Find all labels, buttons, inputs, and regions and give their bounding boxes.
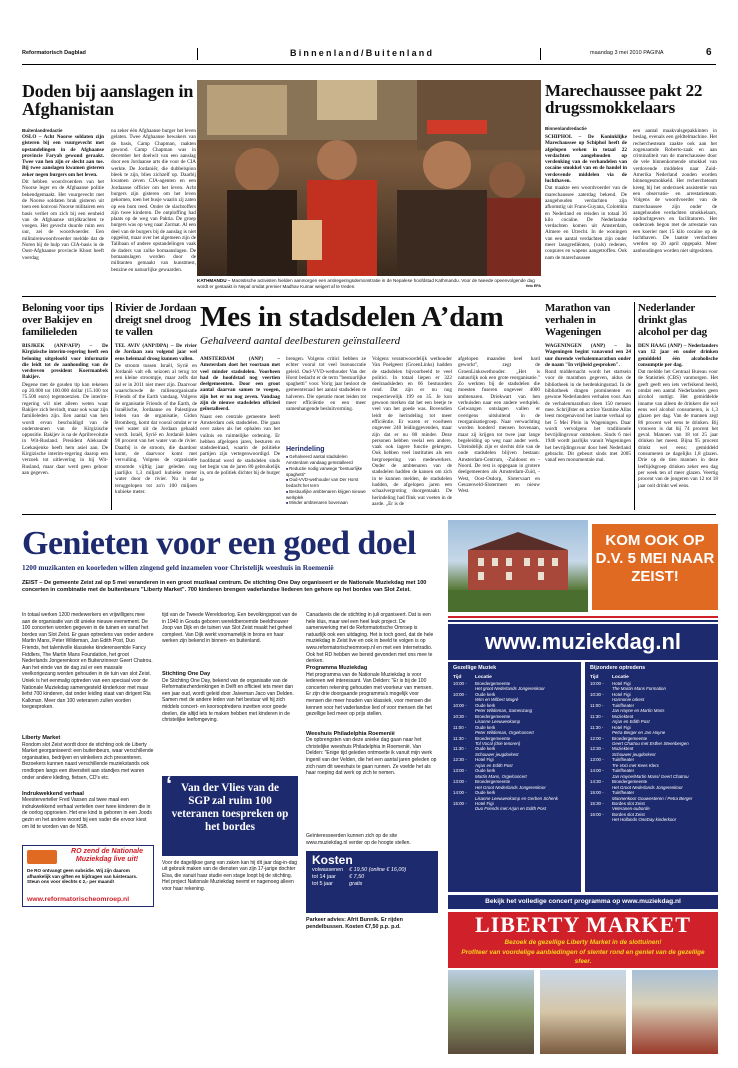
photo-caption	[197, 278, 541, 292]
herindeling-item	[286, 489, 366, 501]
marathon-lead: WAGENINGEN (ANP) – In Wageningen begint vanavond een 24 uur durende verhalenmarathon onder de naam "In vrijheid gesproken".	[545, 343, 631, 368]
quote-box	[162, 771, 298, 856]
herindeling-item-text: Reductie nodig vanwege "bestuurlijke spaghetti"	[286, 465, 363, 477]
ad-col1	[22, 612, 154, 1054]
schedule-location: Tuinfheater	[612, 757, 635, 763]
schedule-performer: Schouwer jeugdorkest	[475, 751, 519, 757]
schedule-time: 11:00 -	[453, 724, 467, 730]
mes-col1	[200, 356, 280, 508]
ad-subhead: 1200 muzikanten en koorleden willen zingend geld inzamelen voor Christelijk weeshuis in Roemenië	[22, 563, 334, 572]
herindeling-item	[286, 454, 366, 466]
mes-col3	[372, 356, 452, 508]
schedule-location: Hotel Figi	[612, 681, 631, 686]
schedule-location: Hotel Figi	[612, 691, 631, 697]
liberty-photo-1	[448, 970, 534, 1054]
herindeling-item	[286, 477, 366, 489]
photo-credit: foto EPA	[526, 283, 541, 288]
schedule-location: Oude kerk	[475, 702, 496, 708]
bakijev-article	[22, 302, 108, 514]
caption-lead: KATHMANDU –	[197, 278, 231, 283]
ad-lead: ZEIST – De gemeente Zeist zal op 5 mei veranderen in een groot muzikaal centrum. De stichting One Day organiseert er de Nationale Muziekdag met 100 concerten in combinatie met de buitenbeurs "Liberty Market". 700 kinderen brengen vaderlandse liederen ten gehore op het bordes van Slot Zeist.	[22, 580, 427, 593]
schedule-time: 16:00 -	[590, 811, 604, 817]
ad-col3-bottom: Geïnteresseerden kunnen zich op de site www.muziekdag.nl verder op de hoogte stellen.	[306, 833, 411, 846]
bullet-icon: ■	[286, 455, 290, 459]
schedule-performer: Martin Mans, Orgelconcert	[475, 773, 527, 779]
marechaussee-article	[545, 82, 717, 290]
schedule-performer: Tol Vocal (drie tenoren)	[475, 740, 521, 746]
bullet-icon: ■	[286, 466, 290, 471]
marechaussee-col1	[545, 134, 627, 290]
schedule-location: Tuinfheater	[612, 768, 635, 774]
schedule-performer: Jan Hayne en Martin Mans	[612, 708, 665, 714]
schedule-location: Broedergemeente	[612, 779, 648, 785]
masthead-rule	[22, 64, 716, 65]
schedule-row	[590, 817, 713, 822]
schedule-location: Tuinfheater	[612, 790, 635, 796]
advert	[22, 520, 718, 1056]
schedule-performer: Petra Berger en Jan Hayne	[612, 730, 666, 736]
liberty-market-banner: LIBERTY MARKET	[448, 912, 718, 938]
schedule-time: 11:30 -	[453, 746, 467, 752]
parkeer-advies: Parkeer advies: Afrit Bunnik. Er rijden pendelbussen. Kosten €7,50 p.p. p.d.	[306, 917, 403, 930]
schedule-location: Bordes slot Zeist	[612, 800, 645, 806]
schedule-location: Broedergemeente	[475, 713, 511, 719]
schedule-location: Oude kerk	[475, 691, 496, 697]
herindeling-box	[286, 446, 366, 507]
schedule-performer: Arjan en Edith Post	[475, 762, 513, 768]
marechaussee-col2	[633, 128, 717, 290]
gezellige-list	[453, 681, 576, 812]
liberty-title: Liberty Market	[22, 735, 61, 741]
kosten-row	[312, 867, 406, 874]
advert-top-rule	[22, 514, 716, 515]
bullet-icon: ■	[286, 489, 290, 494]
marathon-body: Rond middernacht wordt het startsein voor de marathon gegeven, aldus de bibliotheek in de herdenkingsstad. In de bibliotheek dragen prominenten en gewone Nederlanders verhalen voor. Aan de verhalenmarathon doen 150 mensen mee. Schrijfster en actrice Yasmine Allas leest morgenavond het laatste verhaal op het 5 Mei Plein in Wageningen. Daar wordt vervolgens het traditionele bevrijdingsvuur ontstoken. Sinds 6 mei 1946 wordt jaarlijks vanuit Wageningen het bevrijdingsvuur door heel Nederland gebracht. Dit gebeurt sinds met 2005 vanaf een monumentale mal.	[545, 369, 631, 464]
herindeling-item-text: Bestuurlijke ambtenaren krijgen nieuwe werkplek	[286, 488, 366, 501]
schedule-time: 13:00 -	[590, 757, 604, 763]
ad-right-panel	[448, 520, 718, 1056]
masthead-divider-right	[540, 48, 541, 60]
mes-col4	[458, 356, 540, 508]
col-rule-2	[634, 302, 635, 510]
gezellige-locatie-head: Locatie	[475, 675, 492, 680]
bakijev-lead: BISJKEK (ANP/AFP) – De Kirgizische interim-regering heeft een beloning uitgeloofd voor informatie die leidt tot de aanhouding van de verdreven president Koermanbek Bakijev.	[22, 343, 108, 381]
bekijk-link[interactable]: Bekijk het volledige concert programma op www.muziekdag.nl	[448, 895, 718, 909]
schedule-performer: Jan Hayne/Martin Mans/ Geert Chatrou	[612, 773, 689, 779]
schedule-gezellige	[448, 662, 581, 892]
schedule-performer: Schouwer jeugdorkest	[612, 751, 656, 757]
schedule-time: 14:00 -	[590, 768, 604, 774]
mes-col2-text: brengen. Volgens critici hebben ze echter vooral tot veel bureaucratie geleid. Oud-VVD-wethouder Van der Horst bedacht er de term "bestuurlijke spaghetti" voor. Vorig jaar besloot de gemeenteraad het aantal stadsdelen te halveren. Die operatie moet leiden tot meer efficiëntie en een meer samenhangende besluitvorming.	[286, 356, 366, 413]
kosten-label: tot 5 jaar	[312, 881, 333, 888]
mes-headline: Mes in stadsdelen A’dam	[200, 301, 504, 333]
prog-text: Het programma van de Nationale Muziekdag is voor iedereen wel interessant. Van Delden: "Er is bij de 100 concerten rekening gehouden met voorkeur van mensen. Er zijn drie doorgaande programma's mogelijk voor mensen die meer houden van klassiek, voor mensen die kennen voor het vaderlandse lied of voor mensen die het gezellige lied meer op prijs stellen.	[306, 671, 433, 718]
gezellige-title: Gezellige Muziek	[453, 665, 497, 671]
schedule-performer: The Martin Mans Formation	[612, 686, 666, 692]
slot-zeist-photo	[448, 520, 588, 612]
schedule-time: 12:30 -	[453, 757, 467, 763]
bijzondere-list	[590, 681, 713, 823]
bakijev-body: Degene met de gouden tip kan rekenen op 20.000 tot 100.000 dollar (15.100 tot 75.500 euro) tegemoetzien. De interim-regering wil niet alleen weten waar Bakijev zich bevindt, maar ook waar zijn familieleden zijn. Een aantal van hen wordt ervan beschuldigd van de ondersteunen van de Kirgizische oppositie. Bakijev is na de Aprilrevolutie in Wit-Rusland. President Aleksandr Loekasjenko heeft hem asiel aan. De Kirgizische interim-regering daarop een verzoek tot uitlevering in bij Wit-Rusland, maar daar werd geen gehoor aan gegeven.	[22, 381, 108, 476]
protest-illustration	[197, 80, 541, 276]
schedule-performer: Peter Wildeman, Samenzang	[475, 708, 533, 714]
schedule-time: 15:00 -	[590, 790, 604, 796]
schedule-performer: Arjan en Edith Post	[612, 719, 650, 725]
herindeling-item	[286, 466, 366, 478]
mes-col4-text: afgelopen maanden heel hard geworkt", zegt de GroenLinkswethouder. „Het is natuurlijk ook een grote reorganisatie." Zo werkten bij de stadsdelen die moesten fuseren ongeveer 4000 ambtenaren. Driekwart van hen verhuisden naar een andere werkplek. Gelwangen ontslagen vallen er overigens uitsluitend in de reorganisatiegroep. Naar verwachting worden honderd mensen bovenaan, maar zij krijgen tot twee jaar lange begeleiding op weg naar ander werk. Uiteindelijk zijn er slechts drie van de oude stadsdelen blijven bestaan: Amsterdam-Centrum, -Zuidoost en -Noord. De rest is opgegaan in grotere deelgemeenten als Amsterdam-Zuid, -West, Oost-Osdorp, Slotervaart en Geuzenveld-Slotermeer en nieuw West.	[458, 356, 540, 495]
kosten-title: Kosten	[312, 853, 353, 868]
masthead-divider-left	[197, 48, 198, 60]
mes-col3-text: Volgens verantwoordelijk wethouder Van Poelgeest (GroenLinks) hadden de stadsdelen bijvoorbeeld te veel politici. In totaal liepen er 322 deelraadsleden en 66 bestuurders rond. Dat zijn er nu nog respectievelijk 199 en 35. Je kon gewoon merken dat het een beetje te veel van het goede was. Bovendien leidt de herindeling tot meer efficiëntie. Er waren er voorheen ongeveer 240 leidinggevenden, maar zijn dat er nu 80 minder. Deze personen hebben veelal een andere, vaak ook lagere functie gekregen. Ook hebben veel instituties als een hergroepering van medewerkers. Onder de ambtenaren van de stadsdelen hadden de kansen om zich in te kunnen melden, de stadsdelen hadden, de afgelopen jaren een schaalvergroting doorgemaakt. De herindeling had flink wat voeten in de aarde. „Er is de	[372, 356, 452, 507]
schedule-time: 12:30 -	[590, 746, 604, 752]
quote-mark-icon: ‘	[166, 771, 173, 797]
schedule-time: 14:30 -	[590, 779, 604, 785]
schedule-performer: Het Groot Nederlands Jongerenkoor	[475, 784, 546, 790]
castle-illustration	[448, 520, 588, 612]
jordaan-article	[115, 302, 197, 514]
schedule-location: Broedergemeente	[475, 681, 511, 686]
muziekdag-url[interactable]: www.muziekdag.nl	[448, 624, 718, 660]
schedule-bijzondere	[585, 662, 718, 892]
schedule-time: 15:00 -	[453, 800, 467, 806]
jordaan-lead: TEL AVIV (ANP/DPA) – De rivier de Jordaan zou volgend jaar wel eens helemaal droog kunnen vallen.	[115, 343, 197, 362]
flag-stripe	[448, 616, 718, 622]
bullet-icon: ■	[286, 501, 290, 506]
marathon-article	[545, 302, 631, 514]
ro-promo-head: RO zend de Nationale Muziekdag live uit!	[71, 848, 143, 864]
liberty-photo-2	[540, 970, 626, 1054]
schedule-location: Oude kerk	[475, 724, 496, 730]
schedule-location: Muziektent	[612, 746, 634, 752]
indruk-text: Meesterverteller Fred Vassen zal twee maal een indrukwekkend verhaal vertellen over twee kinderen die in de oorlog opgroeien. Het ene kind is geboren in een Joods gezin en het andere woord bij een vader die ervoor kiest om lid te worden van de NSB.	[22, 797, 152, 830]
wees-title: Weeshuis Philadelphia Roemenië	[306, 730, 395, 737]
schedule-location: Broedergemeente	[612, 735, 648, 741]
schedule-time: 11:30 -	[453, 735, 467, 741]
schedule-location: Bordes slot Zeist	[612, 811, 645, 817]
herindeling-item-text: Minder ambtenaren bovenaan	[289, 500, 348, 506]
bullet-icon: ■	[286, 478, 290, 483]
marechaussee-byline: Binnenlandredactie	[545, 126, 587, 131]
jordaan-body: De stroom tussen Israël, Syrië en Jordanië valt elk seizoen al terug tot een kleine stroompje, maar zelfs dat zal er in 2011 niet meer zijn. Daarvoor waarschuwde de milieuorganisatie Friends of the Earth vandaag. Volgens de organisatie Friends of the Earth, de Israëlische, Jordaanse en Palestijnse leden van de organisatie, Gidon Bromberg, komt dat vooral omdat er te veel water uit de Jordaan gehaald wordt. Israël, Syrië en Jordanië halen 98 procent van het water van de rivier. Daarbij is de stroom, die daardoor komt, de daarvoor komt met vervuiling. Volgens de organisatie stroomde vijftig jaar geleden nog jaarlijks 1,3 miljard kubieke meter water door de rivier. Nu is dat teruggelopen tot zo'n 100 miljoen kubieke meter.	[115, 362, 197, 495]
ro-promo	[22, 845, 154, 907]
schedule-row	[453, 806, 576, 811]
kosten-row	[312, 881, 406, 888]
ad-col2-text: tijd van de Tweede Wereldoorlog. Een bevolkingspost van de in 1940 in Gouda geboren wereldberoemde beeldhouwer Joop van Dijk en de tuinen van Slot Zeist maakt het geheel compleet. Van Dijk werkt voornamelijk in brons en haar werken zijn bekend in binnen- en buitenland.	[162, 612, 298, 645]
mes-subhead: Gehalveerd aantal deelbesturen geïnstalleerd	[200, 335, 401, 347]
schedule-time: 11:30 -	[590, 713, 604, 719]
schedule-performer: Het Hollands OneDay kinderkoor	[612, 817, 677, 823]
kosten-value: gratis	[349, 881, 363, 888]
masthead-section: Binnenland/Buitenland	[290, 48, 435, 58]
liberty-sub2: Profiteer van voordelige aanbiedingen of slenter rond en geniet van de gezellige sfeer.	[448, 948, 718, 968]
kosten-label: volwassenen	[312, 867, 344, 874]
oneday-title: Stichting One Day	[162, 671, 211, 677]
jordaan-headline: Rivier de Jordaan dreigt snel droog te vallen	[115, 302, 197, 338]
ad-col1-text: In totaal werken 1200 medewerkers en vrijwilligers mee aan de organisatie van dit unieke nieuwe evenement. De 100 concerten worden gegeven in de tuinen en vanaf het bordes van Slot Zeist. Er gaan optredens van onder andere Martin Mans, Peter Wildeman, Jan Edith Post, Duo Friends, het talentvolle klassieke kinderensemble Fancy Fiddlers, The Martin Mans Foundation, het groot Nederlands Jongerenkoor en Buitenzinnezr Geert Chatrou. Aan het einde van de dag zal er een massale veelkorigezang worden gehouden in de tuin van slot Zeist. Uniek is het eenmalig optreden van een speciaal voor de Nationale Muziekdag samengesteld kinderkoor met maar liefst 700 kinderen, dat onder leiding staat van dirigent Ria Kalkman. Meer dan 100 veteranen zullen worden toegesproken.	[22, 612, 154, 711]
schedule-time: 12:00 -	[590, 735, 604, 741]
masthead-paper: Reformatorisch Dagblad	[22, 50, 86, 56]
kosten-table	[312, 867, 406, 888]
kosten-label: tot 14 jaar	[312, 874, 336, 881]
kathmandu-photo	[197, 80, 541, 276]
alcohol-article	[638, 302, 718, 514]
schedule-location: Broedergemeente	[475, 779, 511, 785]
ro-promo-text: De RO ontvangt geen subsidie. Wij zijn daarom afhankelijk van giften en bijdragen van luisteraars. Steun ons voor slechts € 2,- per maand!	[27, 868, 138, 885]
oneday-text: De Stichting One Day, bekend van de organisatie van de Reformatiezherdenkingen in Delft en officieel iets meer dan een jaar oud, wordt geleid door Jaiveman Jaco van Delden. Samen met de andere leden van het bestuur wil hij zich middels concert- en koorsoptredens inzetten voor goede doelen, die altijd iets te maken hebben met kinderen in de christelijke leefomgeving.	[162, 677, 294, 724]
schedule-time: 10:00 -	[453, 691, 467, 697]
kosten-row	[312, 874, 406, 881]
schedule-performer: Tre Voci met Kees Klerx	[612, 762, 659, 768]
schedule-performer: Peter Wildeman, Orgelconcert	[475, 730, 534, 736]
masthead-page-number: 6	[706, 47, 712, 58]
schedule-time: 10:30 -	[590, 691, 604, 697]
alcohol-headline: Nederlander drinkt glas alcohol per dag	[638, 302, 707, 338]
schedule-performer: Lisanne Leeuwenkamp	[475, 719, 521, 725]
schedule-location: Hotel Figi	[475, 800, 494, 806]
ad-col3	[306, 612, 438, 1054]
alcohol-body: Dat meldde het Centraal Bureau voor de Statistiek (CBS) vanmorgen. Het geeft geeft een iets verfeikend beeld, omdat een aantal Nederlanders geen alcohol nuttigt. Het gemiddelde inname van alleen de drinkers die wel eens wel alcohol consumeren, is 1,3 glazen per dag. Van de mannen zegt 86 procent wel eens te drinken. Bij vrouwen is dat bij 74 procent het geval. Mannen van 18 tot 25 jaar drinken het meest. Bijna 95 procent drinkt wel eens; gemiddeld consumeren ze dagelijks 1,8 glazen. Drie op de tien mannen in deze leeftijdsgroep drinken zeker een dag per week ten of meer glazen. Veertig procent van de jongeren van 12 tot 18 jaar ooit drinkt wel eens.	[638, 369, 718, 489]
marechaussee-body1: Dat maakte een woordvoerder van de marechaussee zaterdag bekend. De aangehouden verdachten zijn afkomstig uit Frans-Guyana, Colombia en Nederland en reisden in totaal 36 kilo cocaïne. De Nederlandse verdachten komen uit Amsterdam, Almere en Utrecht. In de woningen van een aantal verdachten zijn onder meer lasogrediënten, (vals) redenen, coupures en wapens aangetroffen. Ook nam de marechaussee	[545, 185, 627, 261]
herindeling-title: Herindeling	[286, 446, 325, 453]
herindeling-list	[286, 454, 366, 507]
bijzondere-title: Bijzondere optredens	[590, 665, 646, 671]
schedule-time: 15:30 -	[590, 800, 604, 806]
ad-headline: Genieten voor een goed doel	[22, 525, 416, 562]
afghanistan-article	[22, 82, 196, 290]
ro-radio-icon	[27, 850, 57, 864]
mes-lead: AMSTERDAM (ANP) – Amsterdam doet het voortaan met veel minder stadsdelen. Voorheen had de hoofdstad nog veertien deelgemeenten. Door een groot aantal daarvan samen te voegen, zijn het er nu nog zeven. Vandaag zijn de nieuwe stadsdelen officieel geïnstalleerd.	[200, 356, 280, 413]
mes-col1-text: Naast een centrale gemeente heeft Amsterdam ook stadsdelen. Die gaan over zaken als het ophalen van het vuilnis en ruimtelijke ordening. Er hebben afgelopen jaren, besturen en stadsdeelraad, waarin de politieke partijen zijn vertegenwoordigd. De hoofdstad werd de stadsdelen sinds het begin van de jaren 80 gebruikelijk in, om de politiek dichter bij de burger te	[200, 413, 281, 483]
ro-promo-url[interactable]: www.reformatorischeomroep.nl	[27, 896, 130, 904]
afghanistan-col2	[111, 128, 196, 290]
schedule-performer: Het Groot Nederlands Jongerenkoor	[612, 784, 683, 790]
schedule-time: 10:00 -	[453, 681, 467, 686]
bijzondere-locatie-head: Locatie	[612, 675, 629, 680]
mes-col2	[286, 356, 366, 508]
mes-article	[200, 302, 540, 514]
kosten-value: € 7,50	[349, 874, 365, 881]
schedule-performer: Veteranen-ouborde	[612, 806, 650, 812]
bijzondere-tijd-head: Tijd	[590, 675, 599, 680]
herindeling-item	[286, 500, 366, 506]
kom-ook-banner: KOM OOK OP D.V. 5 MEI NAAR ZEIST!	[592, 524, 718, 610]
ad-col3-top: Canadareis die de stichting in juli organiseert. Dat is een hele klus, maar wel een heel leuk project. De samenwerking met de Reformatorische Omroep is natuurlijk ook een uitdaging. Het is toch goed, dat de hele muziekdag in Zeist live en ook in beeld te volgen is op www.reformatorischeomroep.nl en met een Internetradio. Ook het RD hebben we bereid gevonden met ons mee te denken.	[306, 612, 434, 665]
schedule-time: 10:00 -	[453, 702, 467, 708]
afghanistan-body1: Dit hebben woordvoerders van het Noorse leger en de Afghaanse politie bekendgemaakt. Het vuurgevecht met de Noorse soldaten brak gisteren uit toen een konvooi Noorse militairen een basis verliet om zich bij een eenheid van de Afghaanse strijdkrachten te voegen. Het gevecht duurde ruim een uur, zei de woordvoerder. Een militairenwoordvoerder meldde dat de Noren bij de hulp van CIA-basis in de Oost-Afghaanse provincie Khost heeft voerdag	[22, 179, 104, 261]
schedule-location: Broedergemeente	[475, 735, 511, 741]
schedule-performer: Mannenkoor Gouwesteren / Petra Berger	[612, 795, 693, 801]
schedule-time: 14:00 -	[453, 790, 467, 796]
schedule-performer: Het groot Nederlands Jongerenkoor	[475, 686, 545, 692]
marathon-body-wrap	[545, 343, 631, 503]
afghanistan-byline: Buitenlandredactie	[22, 128, 63, 133]
bakijev-headline: Beloning voor tips over Bakijev en familieleden	[22, 302, 104, 338]
marechaussee-body2: een aantal maakvalsgepakkinten in beslag, evenals een geldtelmachine. Het recherchesteam zaakte ook aan het zogenaamde Roberto-zaak en aan criminaliteit van de marechaussee door de vele binnenkomende smokkel van verdovende middelen naar Zuid-Amerika Nederland zouden worden binnengesmokkeld. Het rechercheteam kreeg bij het onderzoek assistentie van een observatie- en arrestatieteam. Volgens de woordvoerder van de marechaussee zijn onder de aangehouden verdachten smokkelaars, opdrachtgevers en facilitatoren. Het onderzoek begon met de arrestatie van een koerier met 15 kilo cocaïne op de luchthaven. De laatste verdachten werden op 20 april opgepakt. Meer aanhoudingen worden niet uitgesloten.	[633, 128, 717, 254]
schedule-location: Muziektent	[612, 713, 634, 719]
schedule-time: 13:00 -	[453, 779, 467, 785]
schedule-location: Hotel Figi	[475, 757, 494, 763]
mid-rule	[22, 296, 716, 297]
schedule-performer: Harmonie orkest	[612, 697, 645, 703]
ad-col2	[162, 612, 298, 1054]
schedule-time: 10:00 -	[590, 681, 604, 686]
gezellige-tijd-head: Tijd	[453, 675, 462, 680]
schedule-location: Oude kerk	[475, 790, 496, 796]
afghanistan-headline: Doden bij aanslagen in Afghanistan	[22, 81, 194, 119]
schedule-performer: Geert Chatrou met Esther Steenbergen	[612, 740, 689, 746]
kosten-box	[306, 851, 438, 913]
afghanistan-body2: na zeker één Afghaanse burger het leven gelaten. Twee Afghaanse bewakers van de basis, Camp Chapman, raakten gewond. Camp Chapman was in december het doelwit van een aanslag door een Jordaanse arts die voor de CIA werkte. De Jordaniër, die dubbelspion bleek te zijn, blies zichzelf op. Daarbij kwamen zeven CIA-agenten en een Jordaanse officier om het leven. Acht burgers zijn gisteren om het leven gekomen, toen het busje waarin zij zaten op een bom reed. Onder de slachtoffers zijn twee kinderen. De ontploffing had plaats op de weg van Paktia. De groep burgers was op weg naar Zormat. Al een deel van de burgers bij de aanslag is niet opgeëist, maar over het algemeen zijn de Talibaan of andere opstandelingen vaak de daders van zulke bomaanslagen. De bomaanslagen worden door de militanten gemaakt van kunstmest, benzine en natuurlijke gewaarden.	[111, 128, 196, 273]
schedule-performer: Lisanne Leeuwenkamp en Gerben Schenk	[475, 795, 558, 801]
afghanistan-col1	[22, 134, 104, 290]
schedule-time: 11:00 -	[590, 702, 604, 708]
alcohol-body-wrap	[638, 343, 718, 503]
quote-text: Van der Vlies van de SGP zal ruim 100 veteranen toespreken op het bordes	[171, 781, 289, 833]
schedule-performer: Wim en Wilbert Magré	[475, 697, 519, 703]
prog-title: Programma Muziekdag	[306, 665, 368, 671]
schedule-location: Oude kerk	[475, 768, 496, 774]
herindeling-item-text: Gehalveerd aantal stadsdelen Amsterdam vandaag geïnstalleerd	[286, 454, 353, 466]
marechaussee-headline: Marechaussee pakt 22 drugssmokkelaars	[545, 81, 703, 117]
masthead-date: maandag 3 mei 2010 PAGINA	[590, 50, 664, 56]
schedule-time: 11:30 -	[590, 724, 604, 730]
wees-text: De opbrengsten van deze unieke dag gaan naar het christelijke weeshuis Philadelphia in Roemenië. Van Delden: "Enige tijd geleden ontmoette ik vanuit mijn werk ingenil van der Velden, die het een aantal jaren geleden op zich nam dit weeshuis te gaan runnen. Ze voelde het als haar roeping dat werk op zich te nemen.	[306, 737, 437, 777]
caption-text: Maoïstische activisten hielden aanmorgen een antiregeringsdemonstratie in de Nepalese hoofdstad Kathmandu. Voor de tweede opeenvolgende dag wordt er gestaakt in Nepal omdat premier Madhav Kumar weigert af te treden.	[197, 278, 535, 289]
schedule-performer: Duo Friends met Arjan en Edith Post	[475, 806, 547, 812]
schedule-location: Hotel Figi	[612, 724, 631, 730]
liberty-text: Rondom slot Zeist wordt door de stichting ook de Liberty Market georganiseerd: een buitenbeurs, waar verschillende organisaties, bedrijven en winkeliers zich presenteren. Bezoekers kunnen naast verschillende muziekstands ook rondlopen langs een diversiteit aan standjes met waren onder andere kleding, fietsen, CD's etc.	[22, 741, 154, 781]
jordaan-body-wrap	[115, 343, 197, 503]
marechaussee-lead: SCHIPHOL – De Koninklijke Marechaussee op Schiphol heeft de afgelopen weken in totaal 22 verdachten aangehouden op verdenking van de verhandelen van cocaïne smokkel van en de handel in verdovende middelen via de luchthaven.	[545, 134, 627, 185]
liberty-photo-3	[632, 970, 718, 1054]
bakijev-body-wrap	[22, 343, 108, 503]
herindeling-item-text: Oud-VVD-wethouder van Der Horst bedacht het term	[286, 477, 359, 489]
schedule-time: 13:00 -	[453, 768, 467, 774]
liberty-sub1: Bezoek de gezellige Liberty Market in de slottuinen!	[448, 938, 718, 948]
alcohol-lead: DEN HAAG (ANP) – Nederlanders van 12 jaar en ouder drinken gemiddeld één alcoholische consumptie per dag.	[638, 343, 718, 368]
marathon-headline: Marathon van verhalen in Wageningen	[545, 302, 611, 338]
schedule-time: 10:30 -	[453, 713, 467, 719]
col-rule-1	[111, 302, 112, 510]
schedule-location: Tuinfheater	[612, 702, 635, 708]
kosten-value: € 19,50 (online € 16,00)	[349, 867, 407, 874]
schedule-location: Oude kerk	[475, 746, 496, 752]
ad-col2-bottom: Voor de dagelijkse gang van zaken kan hij dit jaar dag-in-dag uit gebruik maken van de diensten van zijn 17-jarige dochter Elsa, die vanuit haar studie een stage loopt bij de stichting. Het project Nationale Muziekdag neemt er nagenoeg alleen voor haar rekening.	[162, 859, 298, 892]
masthead	[22, 48, 716, 62]
afghanistan-lead: OSLO – Acht Noorse soldaten zijn gisteren bij een vuurgevecht met opstandelingen in de Afghaanse provincie Faryab gewond geraakt. Twee van hen zijn er slecht aan toe. Bij twee aanslagen kwamen gisteren zeker negen burgers om het leven.	[22, 134, 104, 178]
indruk-title: Indrukwekkend verhaal	[22, 790, 84, 797]
